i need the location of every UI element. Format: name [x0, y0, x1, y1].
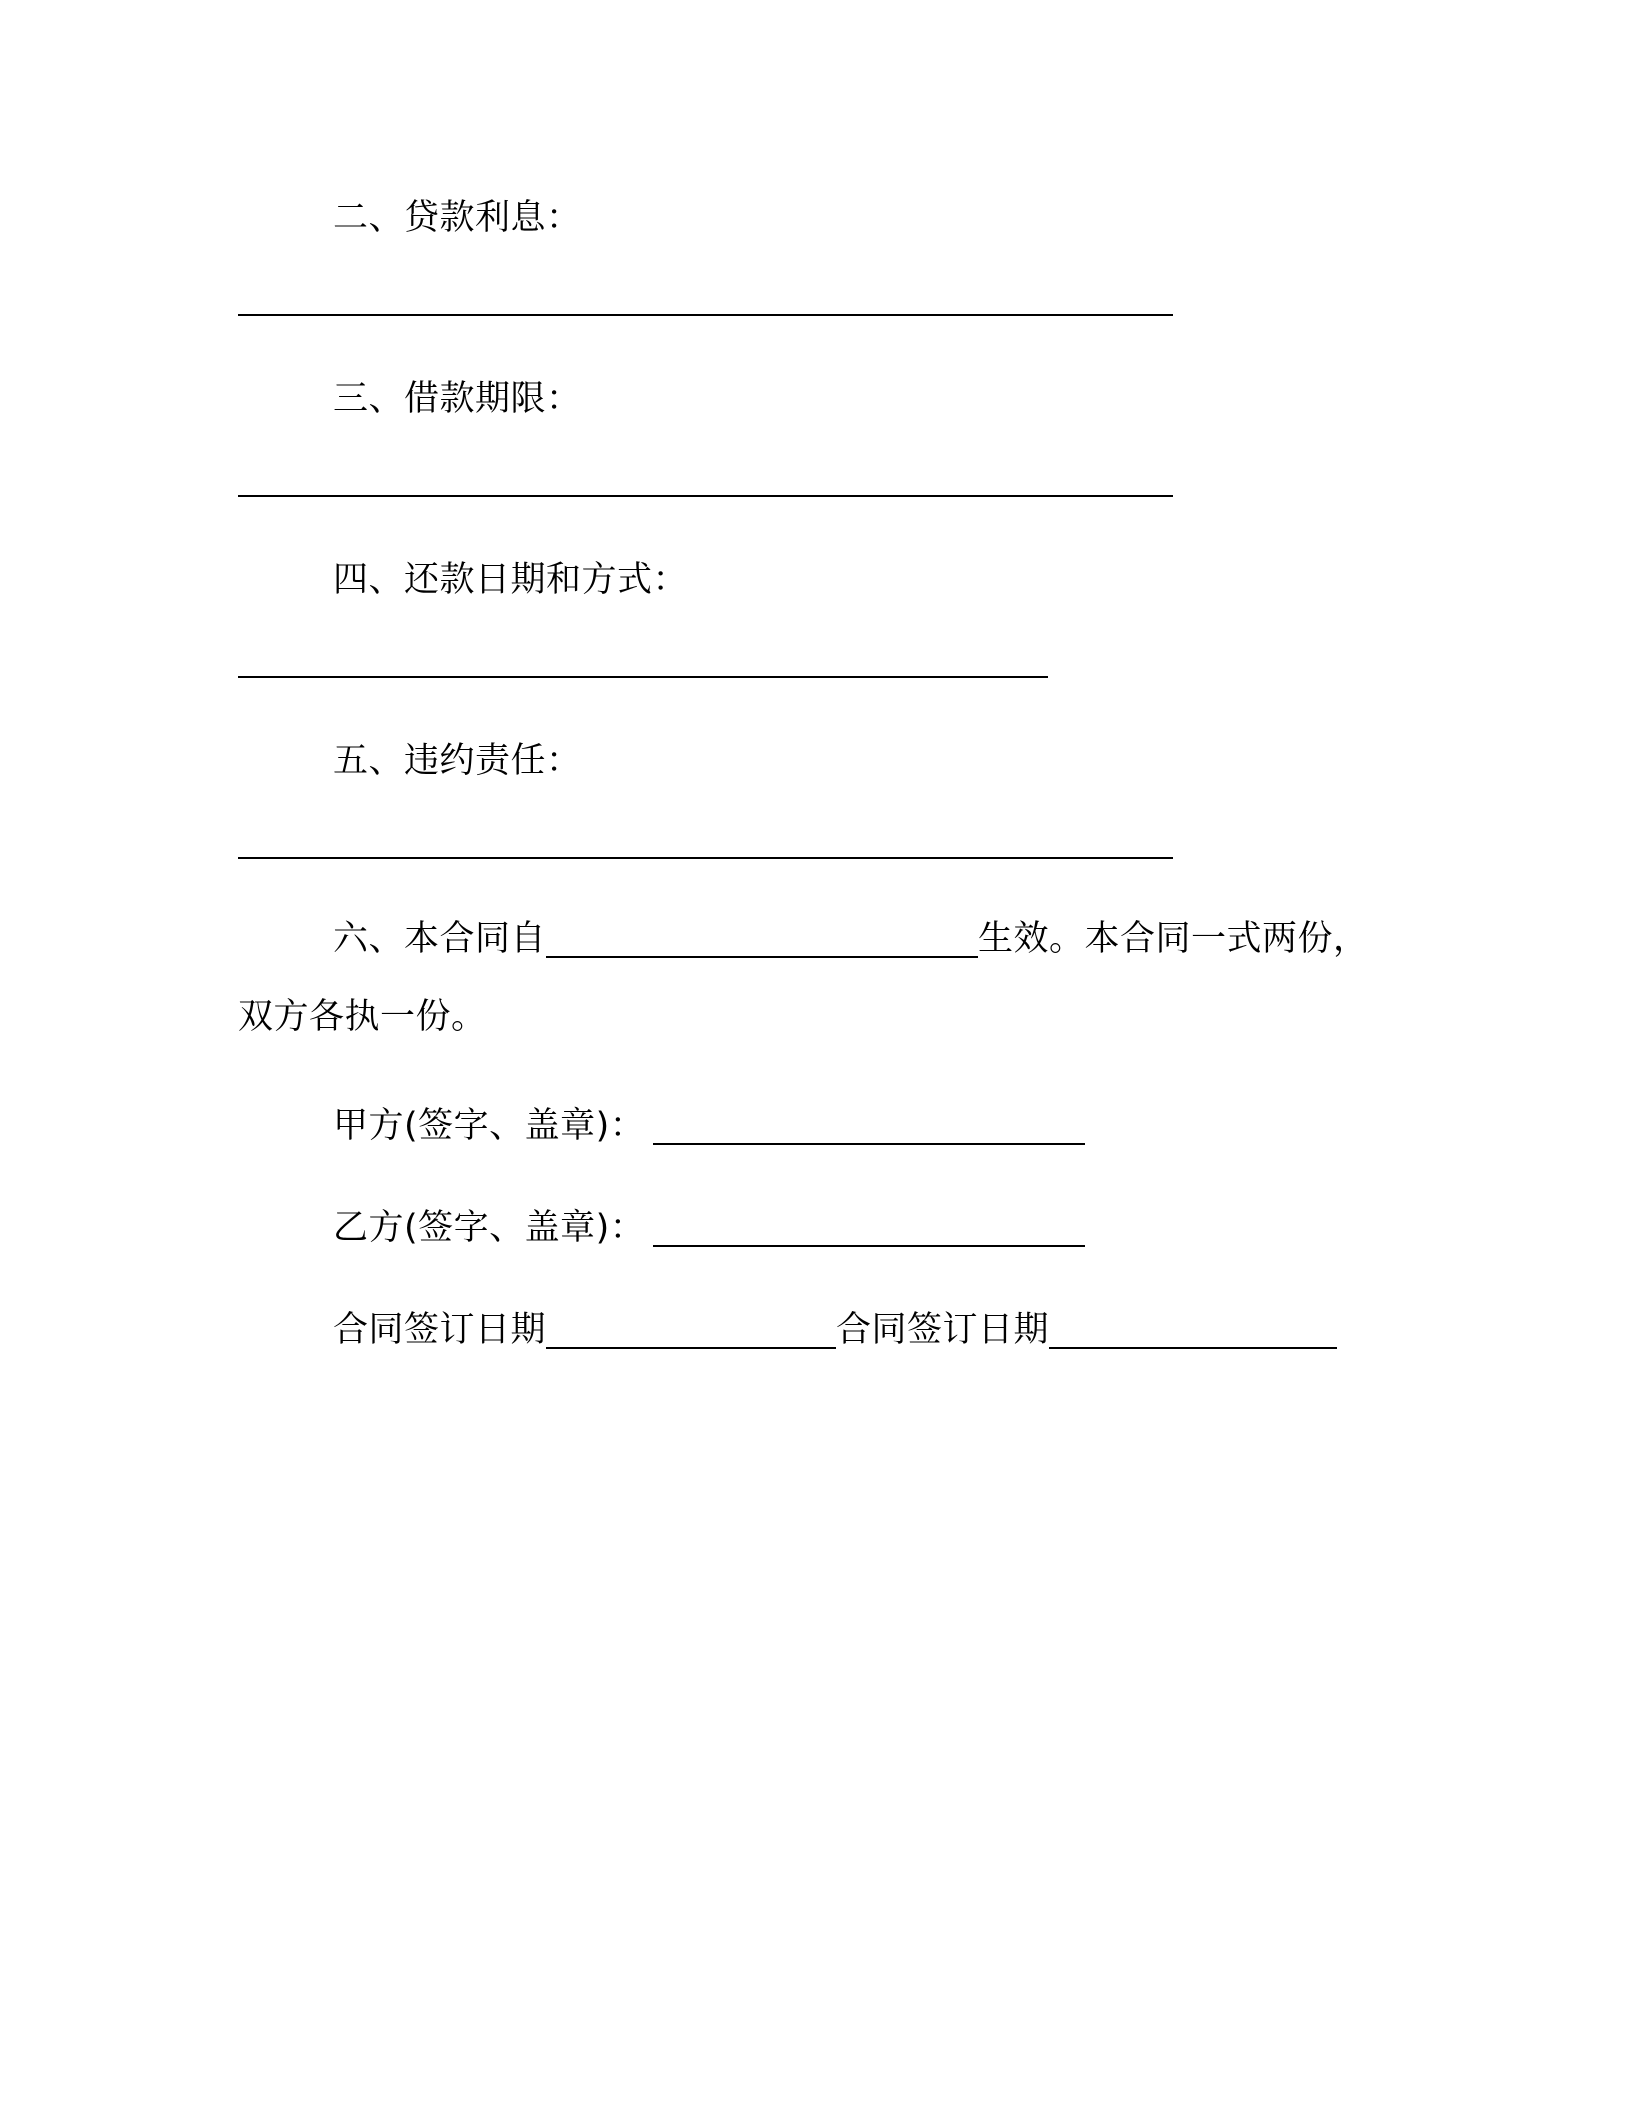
section-loan-term-heading: 三、借款期限：: [333, 379, 582, 419]
party-b-signature-row: [333, 1206, 1085, 1250]
party-b-signature-label: 乙方(签字、盖章)：: [333, 1208, 646, 1248]
section-breach-liability-heading: 五、违约责任：: [333, 741, 582, 781]
fill-in-line-signing-date-1[interactable]: [546, 1347, 836, 1349]
party-a-signature-row: [333, 1104, 1085, 1148]
signing-date-label-2: 合同签订日期: [836, 1310, 1050, 1350]
fill-in-line-effective-date[interactable]: [546, 956, 978, 958]
signing-date-label-1: 合同签订日期: [333, 1310, 547, 1350]
fill-in-line-signing-date-2[interactable]: [1049, 1347, 1337, 1349]
signing-date-row: [333, 1308, 1337, 1352]
party-a-signature-label: 甲方(签字、盖章)：: [333, 1106, 646, 1146]
section-effective-clause: [333, 917, 1369, 961]
fill-in-line-breach-liability[interactable]: [238, 857, 1173, 859]
effective-clause-suffix: 生效。本合同一式两份，: [978, 919, 1369, 959]
fill-in-line-loan-interest[interactable]: [238, 314, 1173, 316]
section-repayment-heading: 四、还款日期和方式：: [333, 560, 689, 600]
effective-clause-prefix: 六、本合同自: [333, 919, 547, 959]
fill-in-line-repayment[interactable]: [238, 676, 1048, 678]
fill-in-line-party-a-signature[interactable]: [653, 1143, 1085, 1145]
section-loan-interest-heading: 二、贷款利息：: [333, 198, 582, 238]
fill-in-line-loan-term[interactable]: [238, 495, 1173, 497]
fill-in-line-party-b-signature[interactable]: [653, 1245, 1085, 1247]
effective-clause-continuation: 双方各执一份。: [238, 997, 487, 1037]
